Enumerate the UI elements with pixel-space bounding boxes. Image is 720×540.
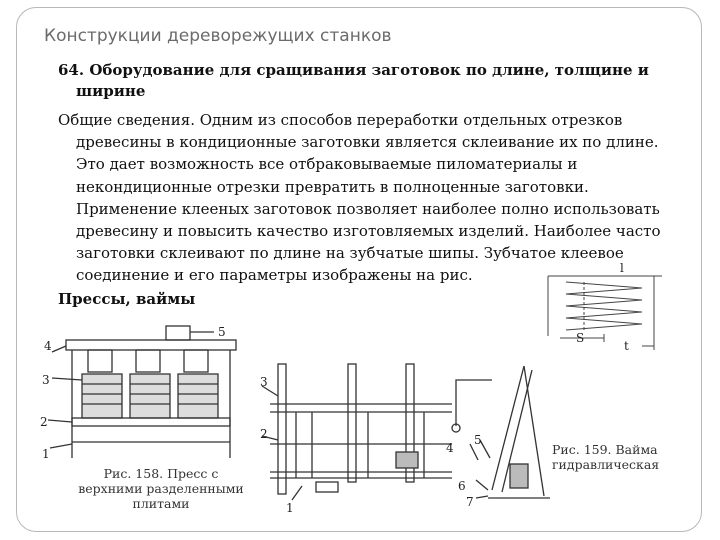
press-label-3: 3 [42, 373, 50, 387]
section-title: 64. Оборудование для сращивания заготовок по длине, толщине и ширине [58, 61, 649, 100]
joint-label-l: l [620, 262, 624, 275]
hydraulic-caption: Рис. 159. Вайма гидравлическая [552, 442, 660, 472]
press-label-5: 5 [218, 325, 226, 339]
press-caption: Рис. 158. Пресс с верхними разделенными плитами [78, 466, 244, 511]
hydraulic-label-5: 5 [474, 433, 482, 447]
clamp-frame-drawing [256, 356, 466, 516]
hydraulic-label-6: 6 [458, 479, 466, 493]
finger-joint-diagram [544, 262, 670, 352]
joint-label-s: S [576, 331, 585, 345]
press-label-2: 2 [40, 415, 48, 429]
press-drawing [38, 318, 248, 468]
frame-label-1: 1 [286, 501, 294, 515]
press-label-1: 1 [42, 447, 50, 461]
hydraulic-clamp-drawing [440, 360, 550, 510]
subheading-presses: Прессы, ваймы [58, 290, 196, 308]
hydraulic-label-4: 4 [446, 441, 454, 455]
hydraulic-label-7: 7 [466, 495, 474, 509]
slide-header: Конструкции дереворежущих станков [44, 26, 392, 46]
body-paragraph: Общие сведения. Одним из способов переработки отдельных отрезков древесины в кондиционные заготовки является склеивание их по длине. Это дает возможность все отбраковываемые пиломатериалы и некондиционные отрезки превратить в полноценные заготовки. Применение клееных заготовок позволяет наиболее полно использовать древесину и повысить качество изготовляемых изделий. Наиболее часто заготовки склеивают по длине на зубчатые шипы. Зубчатое клеевое соединение и его параметры изображены на рис. [58, 111, 661, 285]
joint-label-t: t [624, 339, 629, 352]
frame-label-3: 3 [260, 375, 268, 389]
frame-label-2: 2 [260, 427, 268, 441]
press-label-4: 4 [44, 339, 52, 353]
